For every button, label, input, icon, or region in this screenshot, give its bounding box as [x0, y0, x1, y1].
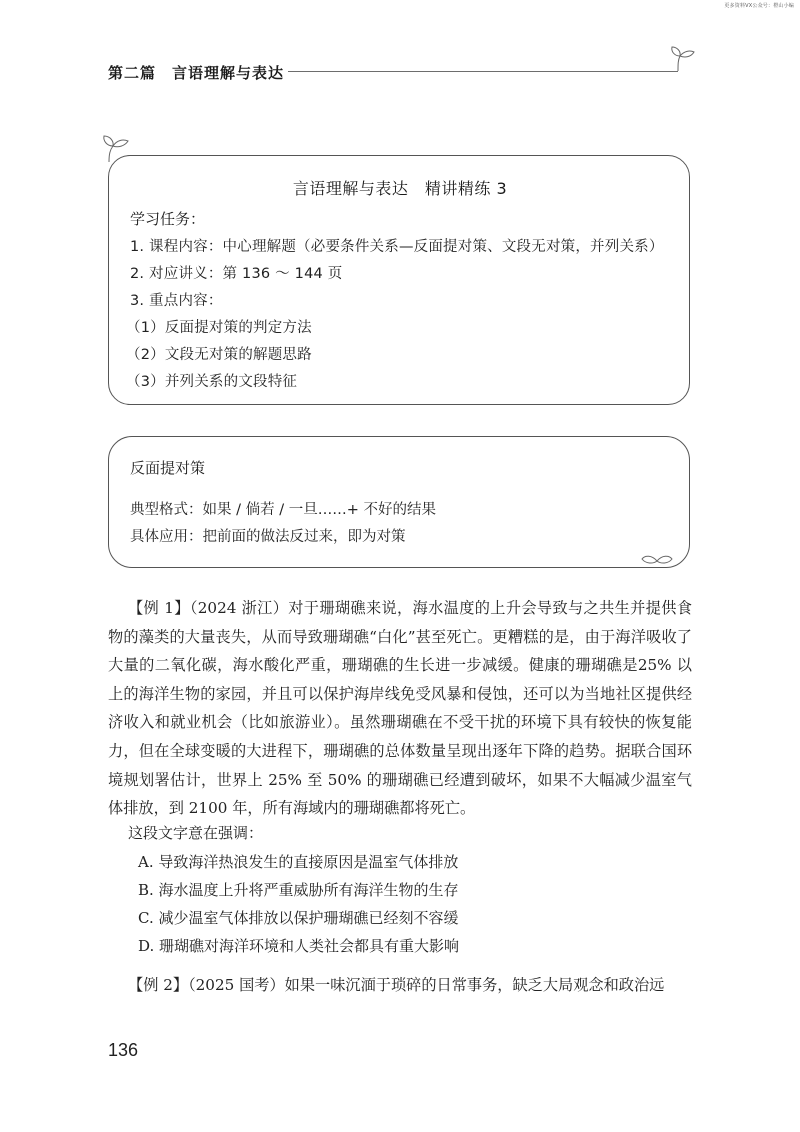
- tip-title: 反面提对策: [130, 459, 206, 477]
- option-b: B. 海水温度上升将严重威胁所有海洋生物的生存: [138, 881, 459, 899]
- page-number: 136: [108, 1040, 139, 1060]
- task-line: （2）文段无对策的解题思路: [126, 347, 312, 363]
- task-line: （1）反面提对策的判定方法: [126, 320, 312, 336]
- sprout-icon: [668, 42, 698, 72]
- option-d: D. 珊瑚礁对海洋环境和人类社会都具有重大影响: [138, 937, 460, 955]
- section-header: 第二篇 言语理解与表达: [108, 64, 285, 82]
- task-line: （3）并列关系的文段特征: [126, 374, 298, 390]
- option-c: C. 减少温室气体排放以保护珊瑚礁已经刻不容缓: [138, 909, 459, 927]
- example-2-passage: 【例 2】（2025 国考）如果一味沉湎于琐碎的日常事务，缺乏大局观念和政治远: [128, 976, 665, 994]
- sprout-icon: [100, 128, 132, 162]
- tip-line: 具体应用：把前面的做法反过来，即为对策: [130, 529, 406, 545]
- example-1-question: 这段文字意在强调：: [128, 824, 264, 842]
- task-heading: 学习任务：: [130, 210, 206, 228]
- example-1-passage: 【例 1】（2024 浙江）对于珊瑚礁来说，海水温度的上升会导致与之共生并提供食物的藻类的大量丧失，从而导致珊瑚礁“白化”甚至死亡。更糟糕的是，由于海洋吸收了大量的二氧化碳，海水酸化严重，珊瑚礁的生长进一步减缓。健康的珊瑚礁是25% 以上的海洋生物的家园，并且可以保护海岸线免受风暴和侵蚀，还可以为当地社区提供经济收入和就业机会（比如旅游业）。虽然珊瑚礁在不受干扰的环境下具有较快的恢复能力，但在全球变暖的大进程下，珊瑚礁的总体数量呈现出逐年下降的趋势。据联合国环境规划署估计，世界上 25% 至 50% 的珊瑚礁已经遭到破坏，如果不大幅减少温室气体排放，到 2100 年，所有海域内的珊瑚礁都将死亡。: [108, 599, 692, 818]
- option-a: A. 导致海洋热浪发生的直接原因是温室气体排放: [138, 853, 459, 871]
- task-line: 1. 课程内容：中心理解题（必要条件关系—反面提对策、文段无对策，并列关系）: [130, 239, 664, 255]
- lesson-title: 言语理解与表达 精讲精练 3: [292, 179, 508, 198]
- tip-line: 典型格式：如果 / 倘若 / 一旦……+ 不好的结果: [130, 502, 436, 518]
- leaf-icon: [640, 552, 674, 570]
- task-line: 2. 对应讲义：第 136 ～ 144 页: [130, 266, 343, 282]
- task-line: 3. 重点内容：: [130, 293, 223, 309]
- watermark-note: 更多资料VX公众号：橙山小编: [724, 3, 794, 9]
- header-rule: [288, 71, 678, 72]
